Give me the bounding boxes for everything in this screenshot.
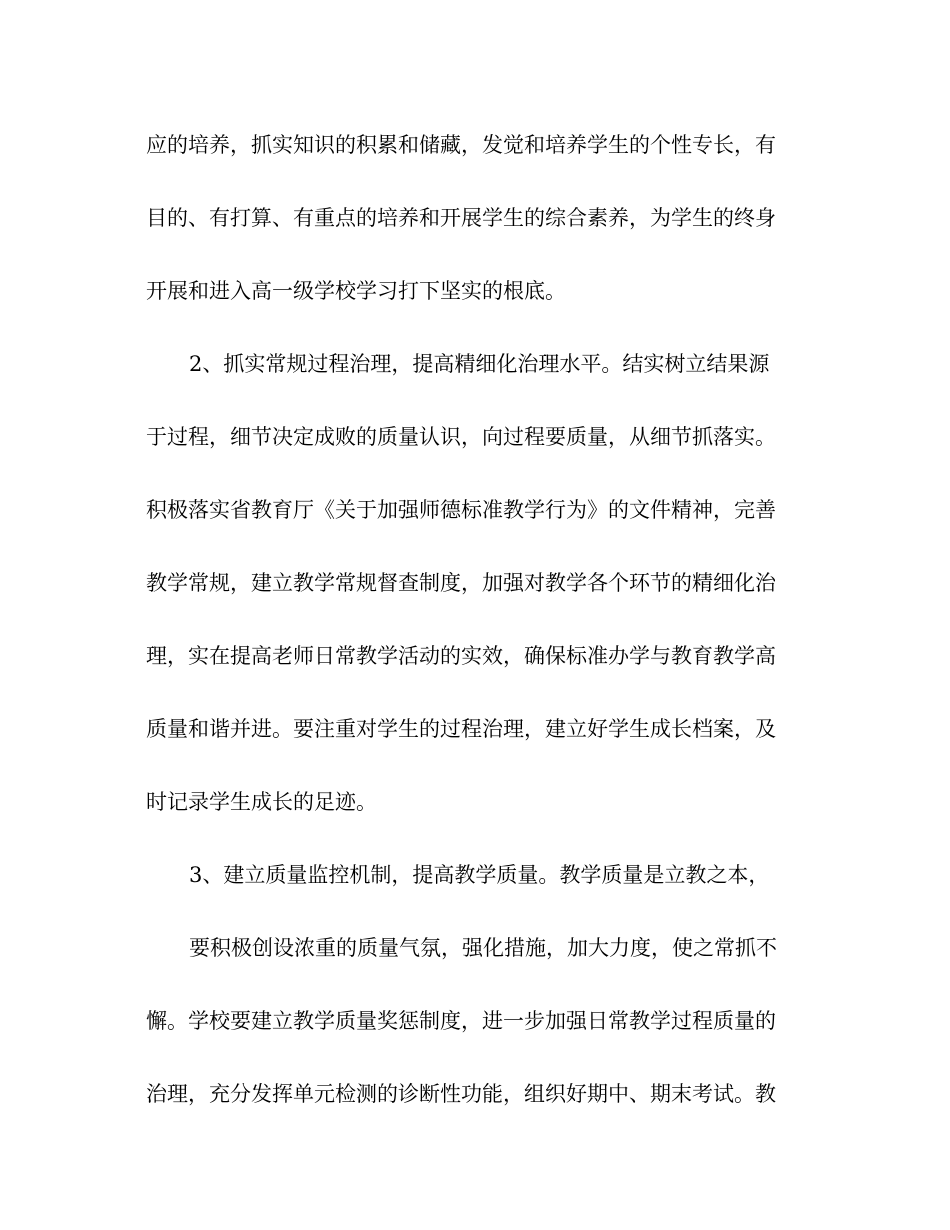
text-line: 应的培养，抓实知识的积累和储藏，发觉和培养学生的个性专长，有 <box>146 133 776 157</box>
text-line: 时记录学生成长的足迹。 <box>146 790 377 814</box>
text-line: 开展和进入高一级学校学习打下坚实的根底。 <box>146 279 566 303</box>
paragraph-start-line: 2、抓实常规过程治理，提高精细化治理水平。结实树立结果源 <box>189 352 770 376</box>
text-line: 质量和谐并进。要注重对学生的过程治理，建立好学生成长档案，及 <box>146 717 776 741</box>
paragraph-start-line: 3、建立质量监控机制，提高教学质量。教学质量是立教之本， <box>189 863 770 887</box>
text-line: 懈。学校要建立教学质量奖惩制度，进一步加强日常教学过程质量的 <box>146 1009 776 1033</box>
paragraph-start-line: 要积极创设浓重的质量气氛，强化措施，加大力度，使之常抓不 <box>189 936 777 960</box>
text-line: 教学常规，建立教学常规督查制度，加强对教学各个环节的精细化治 <box>146 571 776 595</box>
text-line: 于过程，细节决定成败的质量认识，向过程要质量，从细节抓落实。 <box>146 425 776 449</box>
text-line: 治理，充分发挥单元检测的诊断性功能，组织好期中、期末考试。教 <box>146 1082 776 1106</box>
text-line: 目的、有打算、有重点的培养和开展学生的综合素养，为学生的终身 <box>146 206 776 230</box>
text-line: 理，实在提高老师日常教学活动的实效，确保标准办学与教育教学高 <box>146 644 776 668</box>
text-line: 积极落实省教育厅《关于加强师德标准教学行为》的文件精神，完善 <box>146 498 776 522</box>
